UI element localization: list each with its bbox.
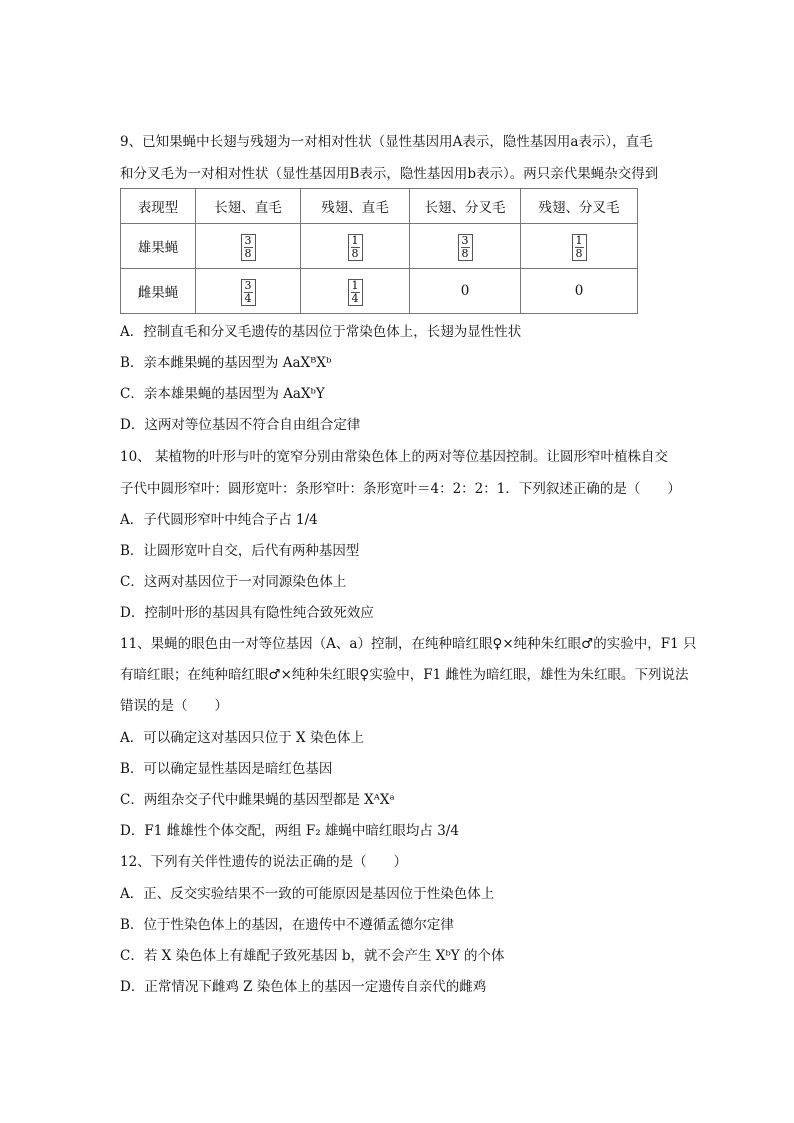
q10-option-c: C．这两对基因位于一对同源染色体上 — [120, 574, 347, 590]
row-label: 雌果蝇 — [121, 269, 196, 314]
q10-option-a: A．子代圆形窄叶中纯合子占 1/4 — [120, 512, 318, 528]
q11-option-b: B．可以确定显性基因是暗红色基因 — [120, 761, 333, 777]
q9-option-a: A．控制直毛和分叉毛遗传的基因位于常染色体上，长翅为显性性状 — [120, 324, 522, 340]
fraction: $\frac{3}{4}$ — [241, 279, 256, 306]
table-cell — [196, 224, 301, 269]
q12-option-c: C．若 X 染色体上有雄配子致死基因 b，就不会产生 XᵇY 的个体 — [120, 948, 505, 964]
table-header-row — [121, 189, 638, 224]
phenotype-table — [120, 188, 638, 314]
q11-option-d: D．F1 雌雄性个体交配，两组 F₂ 雄蝇中暗红眼均占 3/4 — [120, 823, 459, 839]
fraction: $\frac{1}{8}$ — [572, 234, 587, 261]
q9-stem-line-1: 9、已知果蝇中长翅与残翅为一对相对性状（显性基因用A表示，隐性基因用a表示），直毛 — [120, 134, 653, 150]
table-header-cell: 残翅、分叉毛 — [521, 189, 638, 224]
q11-option-c: C．两组杂交子代中雌果蝇的基因型都是 XᴬXᵃ — [120, 792, 395, 808]
table-header-cell: 长翅、直毛 — [196, 189, 301, 224]
table-cell — [301, 269, 410, 314]
q12-option-b: B．位于性染色体上的基因，在遗传中不遵循孟德尔定律 — [120, 917, 454, 933]
table-cell: 0 — [410, 269, 521, 314]
q9-stem-line-2: 和分叉毛为一对相对性状（显性基因用B表示，隐性基因用b表示）。两只亲代果蝇杂交得到 — [120, 166, 659, 182]
q11-stem-line-2: 有暗红眼；在纯种暗红眼♂×纯种朱红眼♀实验中，F1 雌性为暗红眼，雄性为朱红眼。下列说法 — [120, 667, 689, 683]
q12-option-a: A．正、反交实验结果不一致的可能原因是基因位于性染色体上 — [120, 886, 495, 902]
table-cell — [196, 269, 301, 314]
table-header-cell: 残翅、直毛 — [301, 189, 410, 224]
table-cell — [521, 224, 638, 269]
table-cell: 0 — [521, 269, 638, 314]
q10-stem-line-1: 10、 某植物的叶形与叶的宽窄分别由常染色体上的两对等位基因控制。让圆形窄叶植株自交 — [120, 449, 668, 465]
q10-stem-line-2: 子代中圆形窄叶：圆形宽叶：条形窄叶：条形宽叶＝4：2：2：1．下列叙述正确的是（ ） — [120, 481, 681, 497]
fraction: $\frac{1}{4}$ — [348, 279, 363, 306]
q9-option-d: D．这两对等位基因不符合自由组合定律 — [120, 417, 361, 433]
q9-option-c: C．亲本雄果蝇的基因型为 AaXᵇY — [120, 386, 325, 402]
q11-option-a: A．可以确定这对基因只位于 X 染色体上 — [120, 730, 364, 746]
row-label: 雄果蝇 — [121, 224, 196, 269]
table-row-female — [121, 269, 638, 314]
q12-stem-line-1: 12、下列有关伴性遗传的说法正确的是（ ） — [120, 854, 408, 870]
table-cell — [410, 224, 521, 269]
fraction: $\frac{3}{8}$ — [241, 234, 256, 261]
fraction: $\frac{1}{8}$ — [348, 234, 363, 261]
table-row-male — [121, 224, 638, 269]
fraction: $\frac{3}{8}$ — [458, 234, 473, 261]
q12-option-d: D．正常情况下雌鸡 Z 染色体上的基因一定遗传自亲代的雌鸡 — [120, 979, 487, 995]
table-header-cell: 表现型 — [121, 189, 196, 224]
q10-option-b: B．让圆形宽叶自交，后代有两种基因型 — [120, 543, 360, 559]
table-cell — [301, 224, 410, 269]
table-header-cell: 长翅、分叉毛 — [410, 189, 521, 224]
q11-stem-line-3: 错误的是（ ） — [120, 698, 228, 714]
q10-option-d: D．控制叶形的基因具有隐性纯合致死效应 — [120, 605, 374, 621]
q9-option-b: B．亲本雌果蝇的基因型为 AaXᴮXᵇ — [120, 355, 332, 371]
q11-stem-line-1: 11、果蝇的眼色由一对等位基因（A、a）控制，在纯种暗红眼♀×纯种朱红眼♂的实验中，F1 只 — [120, 636, 697, 652]
